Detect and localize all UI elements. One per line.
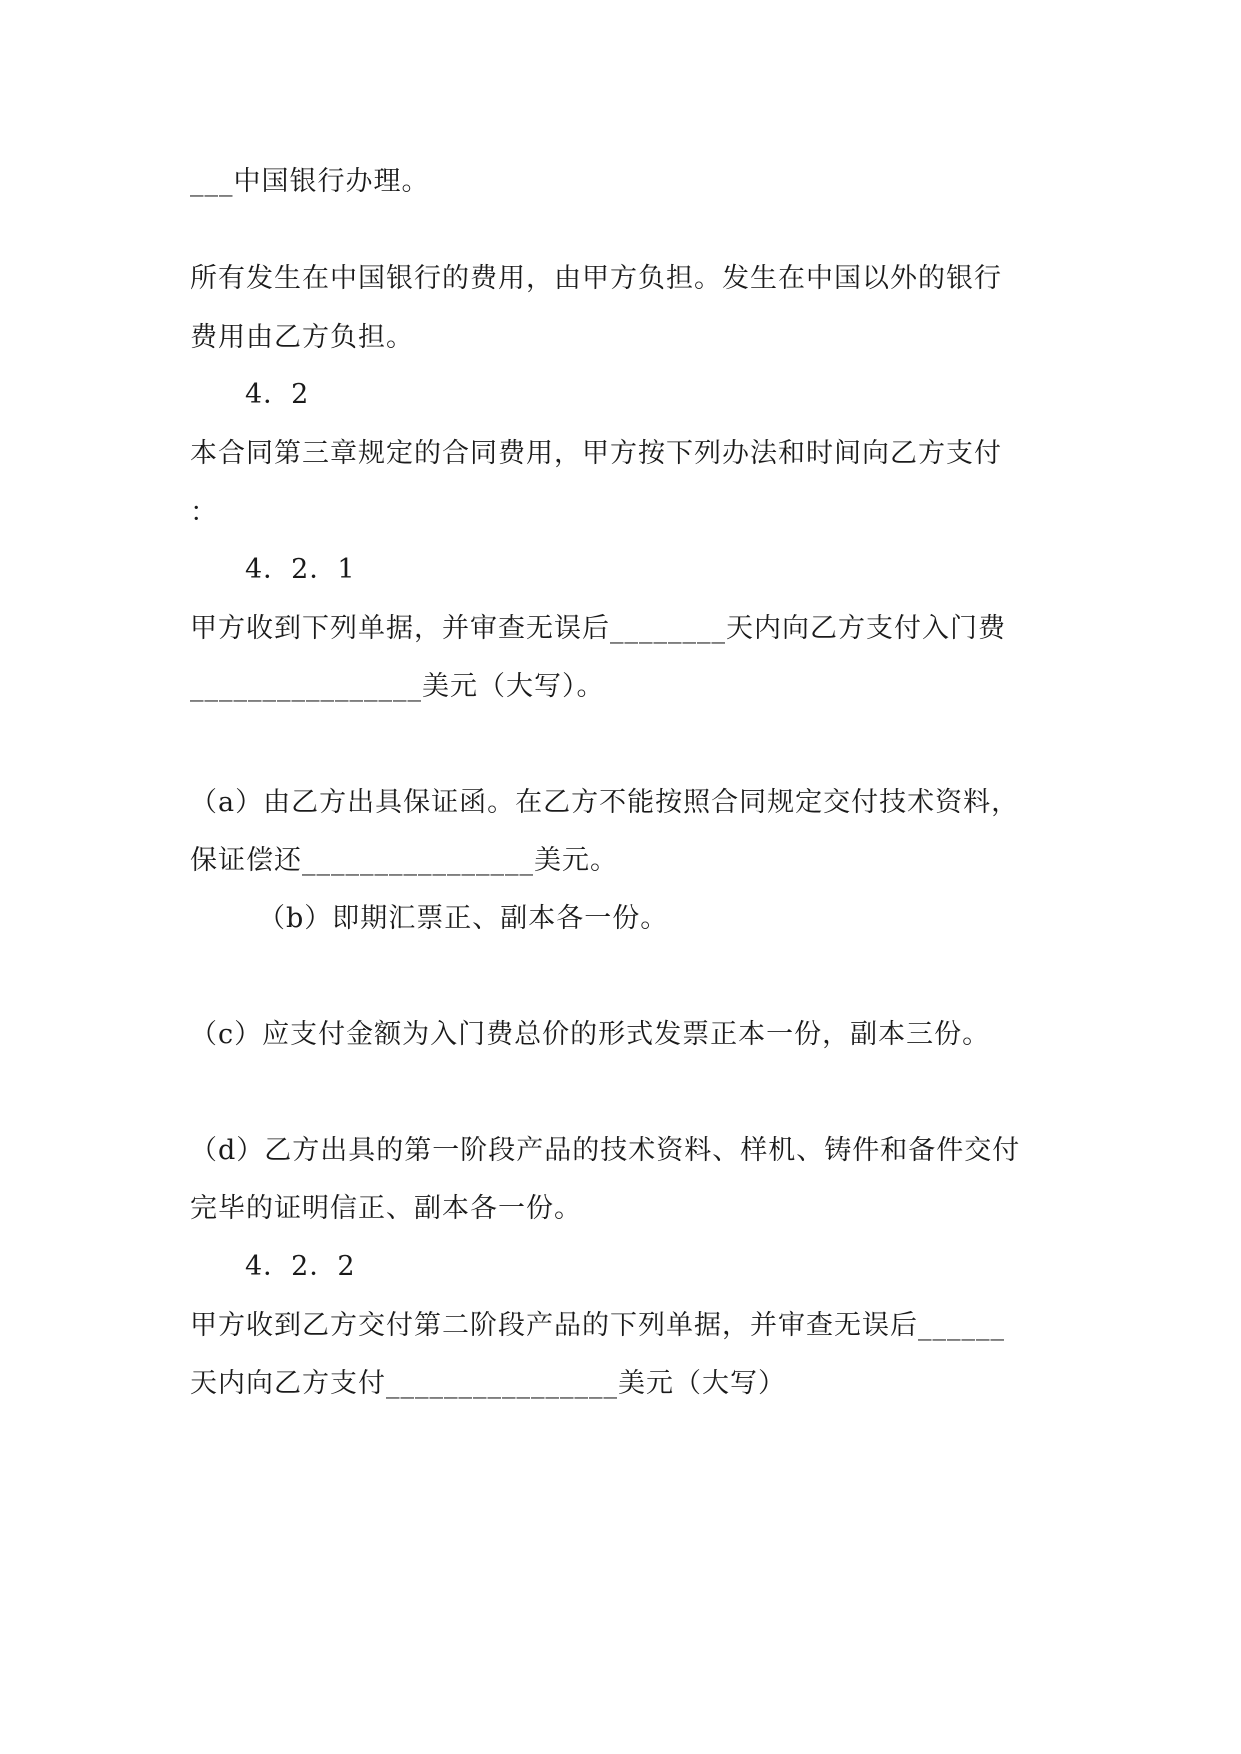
text-line: ___中国银行办理。 [190,166,430,197]
text-line: （d）乙方出具的第一阶段产品的技术资料、样机、铸件和备件交付 [190,1135,1021,1166]
text-line: 完毕的证明信正、副本各一份。 [190,1193,582,1224]
text-line: （b）即期汇票正、副本各一份。 [258,903,669,934]
text-line: 保证偿还________________美元。 [190,845,618,876]
text-line: 甲方收到乙方交付第二阶段产品的下列单据，并审查无误后______ [190,1310,1005,1341]
text-line: （c）应支付金额为入门费总价的形式发票正本一份，副本三份。 [190,1019,991,1050]
text-line: （a）由乙方出具保证函。在乙方不能按照合同规定交付技术资料， [190,787,1020,818]
section-number: 4．2．1 [245,554,356,585]
text-line: ________________美元（大写）。 [190,671,605,702]
text-line: 费用由乙方负担。 [190,322,414,353]
text-line: 本合同第三章规定的合同费用，甲方按下列办法和时间向乙方支付 [190,438,1002,469]
section-number: 4．2．2 [245,1251,356,1282]
section-number: 4．2 [245,379,310,410]
text-line: 所有发生在中国银行的费用，由甲方负担。发生在中国以外的银行 [190,263,1002,294]
text-line: ： [190,497,218,528]
text-line: 甲方收到下列单据，并审查无误后________天内向乙方支付入门费 [190,613,1006,644]
text-line: 天内向乙方支付________________美元（大写） [190,1368,786,1399]
